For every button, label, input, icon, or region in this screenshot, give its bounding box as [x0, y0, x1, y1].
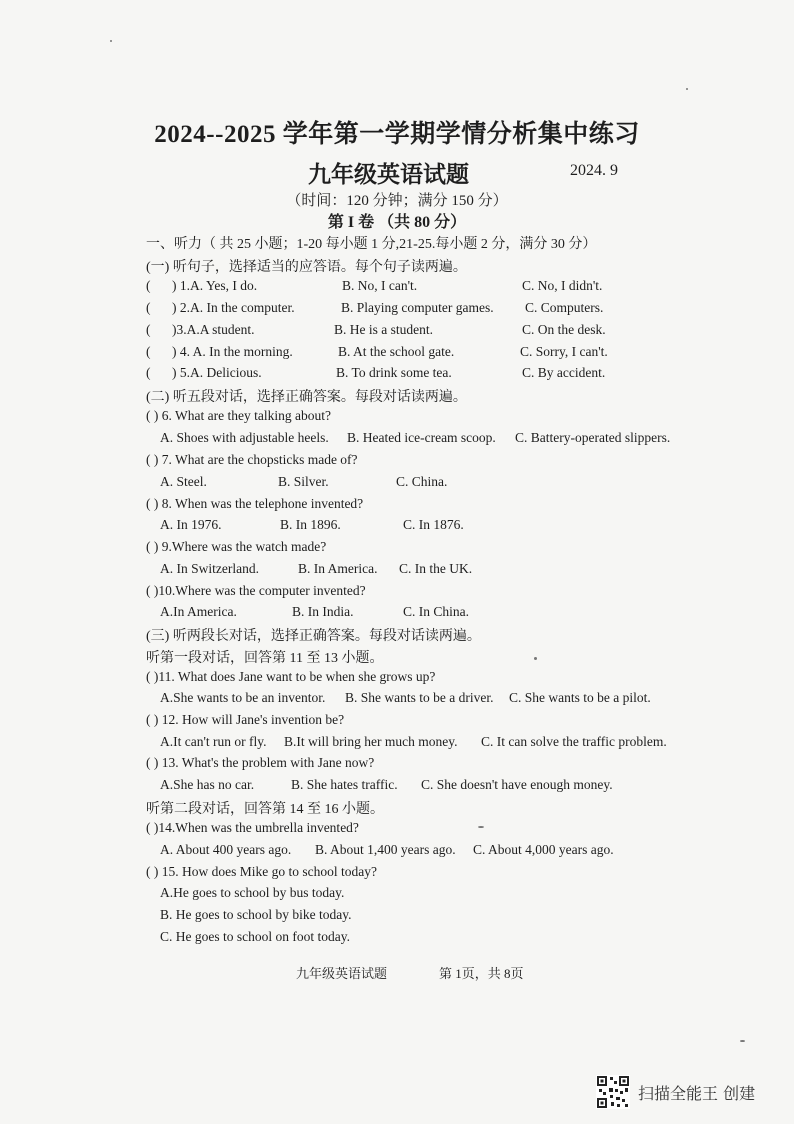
option-a: A.It can't run or fly. [160, 734, 267, 749]
exam-time-info: （时间：120 分钟；满分 150 分） [286, 193, 508, 209]
option-a: A.She has no car. [160, 777, 255, 792]
question-stem: )3.A.A student. [172, 322, 255, 337]
option-c: C. He goes to school on foot today. [160, 929, 350, 944]
question-stem: ( ) 15. How does Mike go to school today? [146, 864, 377, 879]
footer-subject: 九年级英语试题 [296, 966, 388, 981]
scan-speck [110, 40, 112, 42]
option-a: A.She wants to be an inventor. [160, 690, 326, 705]
scan-speck [478, 826, 484, 828]
question-stem: ) 2.A. In the computer. [172, 300, 295, 315]
question-stem: ( ) 12. How will Jane's invention be? [146, 712, 345, 727]
question-stem: ) 5.A. Delicious. [172, 365, 262, 380]
option-a: A. In 1976. [160, 517, 222, 532]
question-paren: ( [146, 365, 151, 380]
option-a: A.He goes to school by bus today. [160, 885, 345, 900]
option-c: C. By accident. [522, 365, 606, 380]
option-c: C. In the UK. [399, 561, 473, 576]
question-stem: ( ) 8. When was the telephone invented? [146, 496, 364, 511]
option-c: C. No, I didn't. [522, 278, 603, 293]
option-b: B. In 1896. [280, 517, 341, 532]
option-b: B. In America. [298, 561, 378, 576]
option-c: C. On the desk. [522, 322, 606, 337]
option-b: B. She hates traffic. [291, 777, 398, 792]
dialog1-instruction: 听第一段对话，回答第 11 至 13 小题。 [146, 651, 384, 666]
option-b: B. Heated ice-cream scoop. [347, 430, 496, 445]
qr-code-icon [596, 1075, 630, 1109]
option-b: B.It will bring her much money. [284, 734, 458, 749]
part2-heading: (二) 听五段对话，选择正确答案。每段对话读两遍。 [146, 390, 467, 405]
scanner-watermark [596, 1075, 755, 1109]
option-b: B. He is a student. [334, 322, 433, 337]
question-paren: ( [146, 300, 151, 315]
option-c: C. It can solve the traffic problem. [481, 734, 667, 749]
option-b: B. No, I can't. [342, 278, 418, 293]
section-heading-listening: 一、听力（ 共 25 小题；1-20 每小题 1 分,21-25.每小题 2 分，满分 30 分） [146, 237, 597, 252]
exam-date: 2024. 9 [570, 162, 618, 179]
option-a: A.In America. [160, 604, 237, 619]
scanner-label: 扫描全能王 创建 [638, 1083, 756, 1103]
option-b: B. In India. [292, 604, 354, 619]
scan-speck [686, 88, 688, 90]
question-stem: ( ) 9.Where was the watch made? [146, 539, 327, 554]
option-a: A. In Switzerland. [160, 561, 259, 576]
option-c: C. About 4,000 years ago. [473, 842, 614, 857]
question-stem: ( )10.Where was the computer invented? [146, 583, 366, 598]
scan-speck [740, 1040, 745, 1042]
question-stem: ) 1.A. Yes, I do. [172, 278, 258, 293]
exam-subtitle: 九年级英语试题 [308, 162, 469, 187]
exam-title: 2024--2025 学年第一学期学情分析集中练习 [154, 121, 640, 148]
option-b: B. To drink some tea. [336, 365, 452, 380]
option-a: A. About 400 years ago. [160, 842, 292, 857]
part3-heading: (三) 听两段长对话，选择正确答案。每段对话读两遍。 [146, 629, 481, 644]
option-c: C. She wants to be a pilot. [509, 690, 651, 705]
option-a: A. Steel. [160, 474, 207, 489]
question-paren: ( [146, 344, 151, 359]
question-stem: ( ) 6. What are they talking about? [146, 408, 331, 423]
option-c: C. She doesn't have enough money. [421, 777, 613, 792]
part1-heading: (一) 听句子，选择适当的应答语。每个句子读两遍。 [146, 260, 467, 275]
question-paren: ( [146, 322, 151, 337]
option-c: C. In 1876. [403, 517, 464, 532]
dialog2-instruction: 听第二段对话，回答第 14 至 16 小题。 [146, 802, 384, 817]
option-b: B. She wants to be a driver. [345, 690, 494, 705]
question-stem: ) 4. A. In the morning. [172, 344, 293, 359]
question-stem: ( ) 13. What's the problem with Jane now? [146, 755, 375, 770]
option-b: B. Silver. [278, 474, 329, 489]
volume-heading: 第 I 卷 （共 80 分） [327, 214, 467, 231]
option-b: B. He goes to school by bike today. [160, 907, 352, 922]
scan-speck [534, 657, 537, 660]
option-b: B. Playing computer games. [341, 300, 494, 315]
option-c: C. Sorry, I can't. [520, 344, 608, 359]
option-c: C. China. [396, 474, 448, 489]
question-stem: ( ) 7. What are the chopsticks made of? [146, 452, 358, 467]
option-c: C. Computers. [525, 300, 604, 315]
option-b: B. About 1,400 years ago. [315, 842, 456, 857]
option-c: C. Battery-operated slippers. [515, 430, 671, 445]
question-paren: ( [146, 278, 151, 293]
footer-page-number: 第 1页，共 8页 [439, 966, 524, 981]
option-b: B. At the school gate. [338, 344, 455, 359]
option-a: A. Shoes with adjustable heels. [160, 430, 329, 445]
question-stem: ( )14.When was the umbrella invented? [146, 820, 359, 835]
option-c: C. In China. [403, 604, 469, 619]
question-stem: ( )11. What does Jane want to be when she grows up? [146, 669, 436, 684]
